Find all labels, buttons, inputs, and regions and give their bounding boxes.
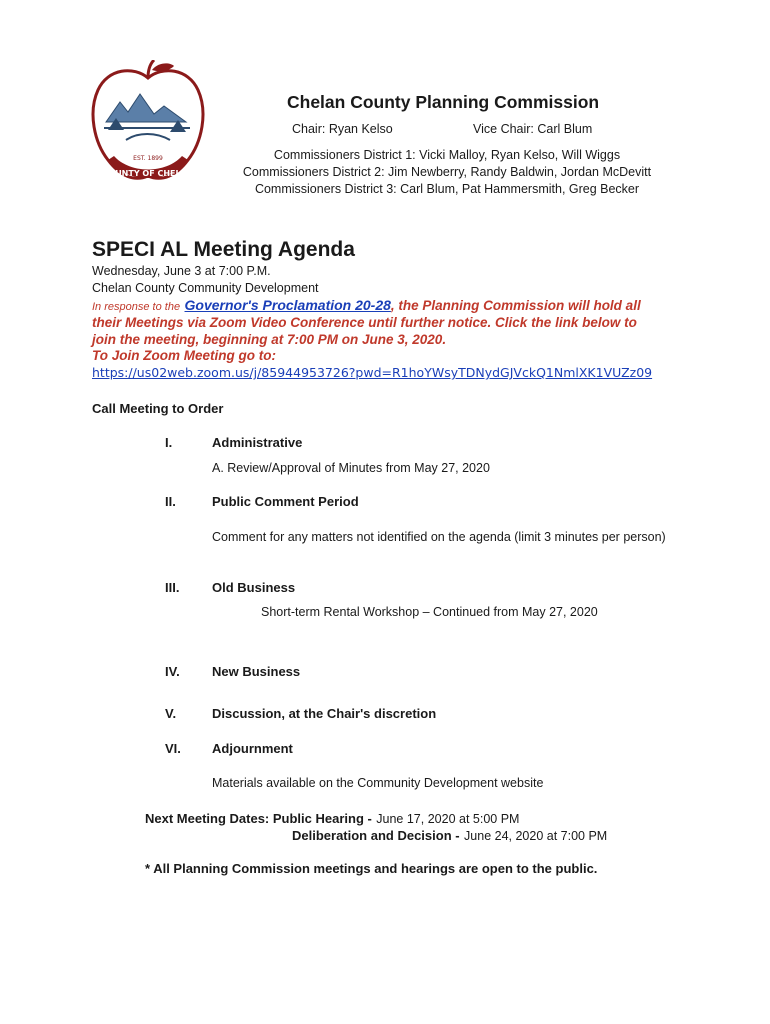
item-5-title: Discussion, at the Chair's discretion bbox=[212, 706, 437, 721]
item-1-detail: A. Review/Approval of Minutes from May 27, 2020 bbox=[212, 461, 490, 475]
deliberation-date: June 24, 2020 at 7:00 PM bbox=[464, 829, 608, 843]
item-2-title: Public Comment Period bbox=[212, 494, 359, 509]
hills-icon bbox=[126, 134, 170, 140]
seal-text: COUNTY OF CHELAN bbox=[102, 169, 194, 178]
notice-line-3: join the meeting, beginning at 7:00 PM on June 3, 2020. bbox=[92, 332, 447, 347]
mountains-icon bbox=[106, 94, 186, 122]
call-to-order: Call Meeting to Order bbox=[92, 401, 224, 416]
notice-line-1 bbox=[92, 297, 641, 315]
meeting-date: Wednesday, June 3 at 7:00 P.M. bbox=[92, 264, 271, 278]
item-4-number: IV. bbox=[165, 664, 180, 679]
deliberation-label: Deliberation and Decision - bbox=[292, 828, 460, 843]
item-6-number: VI. bbox=[165, 741, 181, 756]
next-meeting-line-1 bbox=[145, 810, 519, 828]
next-meeting-line-2 bbox=[292, 827, 607, 845]
apple-outline bbox=[93, 71, 203, 179]
chelan-county-logo bbox=[86, 60, 210, 200]
public-notice: * All Planning Commission meetings and hearings are open to the public. bbox=[145, 861, 598, 876]
chair: Chair: Ryan Kelso bbox=[292, 122, 393, 136]
district-2: Commissioners District 2: Jim Newberry, Randy Baldwin, Jordan McDevitt bbox=[242, 165, 652, 179]
item-3-title: Old Business bbox=[212, 580, 296, 595]
item-6-title: Adjournment bbox=[212, 741, 293, 756]
notice-line-2: their Meetings via Zoom Video Conference until further notice. Click the link below to bbox=[92, 315, 637, 330]
item-3-number: III. bbox=[165, 580, 180, 595]
vice-chair: Vice Chair: Carl Blum bbox=[473, 122, 593, 136]
agenda-title: SPECI AL Meeting Agenda bbox=[92, 238, 355, 261]
item-2-number: II. bbox=[165, 494, 176, 509]
zoom-meeting-link[interactable]: https://us02web.zoom.us/j/85944953726?pwd=R1hoYWsyTDNydGJVckQ1NmlXK1VUZz09 bbox=[92, 365, 653, 380]
notice-rest: , the Planning Commission will hold all bbox=[390, 298, 641, 313]
item-6-detail: Materials available on the Community Development website bbox=[212, 776, 544, 790]
item-3-detail: Short-term Rental Workshop – Continued from May 27, 2020 bbox=[261, 605, 598, 619]
item-1-title: Administrative bbox=[212, 435, 303, 450]
notice-prefix: In response to the bbox=[92, 301, 181, 313]
governor-proclamation-link[interactable]: Governor's Proclamation 20-28 bbox=[184, 297, 391, 313]
item-4-title: New Business bbox=[212, 664, 301, 679]
meeting-location: Chelan County Community Development bbox=[92, 281, 319, 295]
hearing-date: June 17, 2020 at 5:00 PM bbox=[376, 812, 520, 826]
next-meeting-label: Next Meeting Dates: Public Hearing - bbox=[145, 811, 372, 826]
district-3: Commissioners District 3: Carl Blum, Pat Hammersmith, Greg Becker bbox=[254, 182, 640, 196]
item-1-number: I. bbox=[165, 435, 173, 450]
item-5-number: V. bbox=[165, 706, 177, 721]
notice-line-4: To Join Zoom Meeting go to: bbox=[92, 348, 276, 363]
item-2-detail: Comment for any matters not identified on the agenda (limit 3 minutes per person) bbox=[212, 530, 666, 544]
district-1: Commissioners District 1: Vicki Malloy, Ryan Kelso, Will Wiggs bbox=[273, 148, 621, 162]
page-title: Chelan County Planning Commission bbox=[287, 92, 600, 112]
est-text: EST. 1899 bbox=[133, 155, 163, 162]
